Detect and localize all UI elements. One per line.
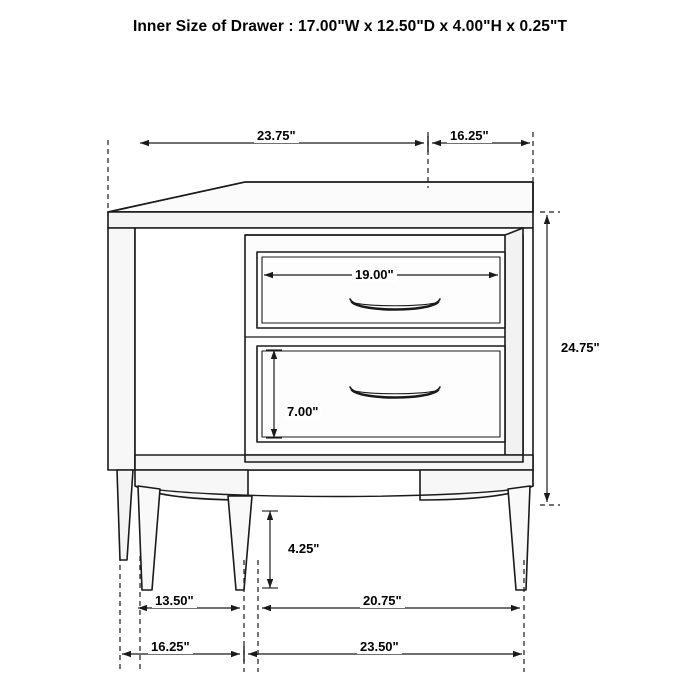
dim-label-foot-left: 13.50" xyxy=(152,594,197,608)
page-title: Inner Size of Drawer : 17.00"W x 12.50"D x 4.00"H x 0.25"T xyxy=(132,18,568,35)
dim-label-bottom-left: 16.25" xyxy=(148,640,193,654)
dim-label-overall-height: 24.75" xyxy=(558,341,603,355)
dim-label-base-width: 20.75" xyxy=(360,594,405,608)
dim-label-leg-height: 4.25" xyxy=(285,542,322,556)
dim-label-drawer-height: 7.00" xyxy=(284,405,321,419)
dim-label-drawer-width: 19.00" xyxy=(352,268,397,282)
nightstand-body xyxy=(108,182,533,590)
dim-label-bottom-right: 23.50" xyxy=(357,640,402,654)
dim-label-top-left: 23.75" xyxy=(254,129,299,143)
dim-label-top-right: 16.25" xyxy=(447,129,492,143)
